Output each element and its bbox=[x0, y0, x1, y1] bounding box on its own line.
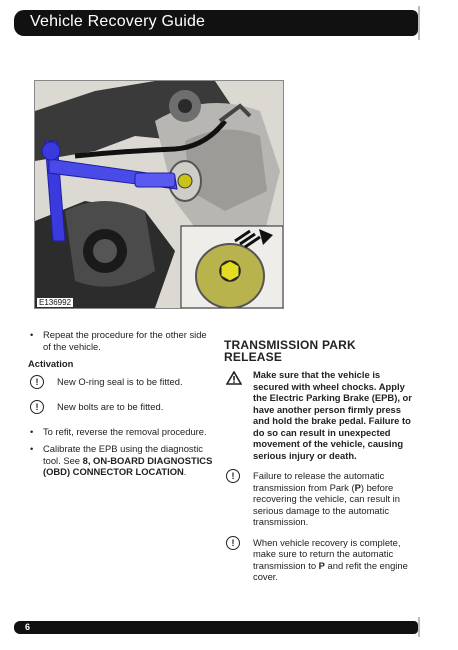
bullet-text: Calibrate the EPB using the diagnostic tool. See bbox=[43, 443, 203, 466]
exclamation-circle-icon: ! bbox=[226, 469, 240, 483]
exclamation-circle-icon: ! bbox=[226, 536, 240, 550]
activation-heading: Activation bbox=[28, 358, 74, 369]
caution-return-park bbox=[224, 537, 414, 583]
notice-bolts bbox=[28, 401, 216, 417]
caution-text: When vehicle recovery is complete, make sure to return the automatic transmission to bbox=[253, 536, 401, 571]
warning-text: Make sure that the vehicle is secured with wheel chocks. Apply the Electric Parking Brake (EPB), or have another person firmly press and hold the brake pedal. Failure to do so can result in unexpected movement of the vehicle, causing serious injury or death. bbox=[253, 369, 412, 461]
bullet-text: Repeat the procedure for the other side of the vehicle. bbox=[43, 329, 207, 352]
left-column bbox=[28, 329, 216, 484]
bullet-text-end: . bbox=[183, 466, 187, 477]
brake-caliper-drawing bbox=[35, 81, 283, 308]
exclamation-circle-icon: ! bbox=[30, 375, 44, 389]
park-symbol: P bbox=[354, 481, 361, 493]
section-title: TRANSMISSION PARK RELEASE bbox=[224, 338, 356, 364]
bullet-refit bbox=[28, 426, 216, 438]
page-number: 6 bbox=[25, 622, 31, 632]
caution-text-end: and refit the engine cover. bbox=[253, 559, 408, 582]
park-symbol: P bbox=[318, 559, 325, 571]
notice-oring bbox=[28, 376, 216, 392]
right-column bbox=[224, 340, 414, 592]
caution-text-end: ) before recovering the vehicle, can result in serious damage to the automatic transmission. bbox=[253, 481, 400, 527]
caution-park-release bbox=[224, 470, 414, 528]
warning-triangle-icon bbox=[226, 371, 242, 385]
figure-id-label: E136992 bbox=[39, 298, 72, 307]
exclamation-circle-icon: ! bbox=[30, 400, 44, 414]
caution-text: Failure to release the automatic transmission from Park ( bbox=[253, 470, 385, 493]
footer-edge-rule bbox=[418, 617, 420, 637]
bullet-repeat-procedure bbox=[28, 329, 216, 352]
notice-text: New bolts are to be fitted. bbox=[57, 400, 164, 412]
footer-bar bbox=[14, 621, 418, 634]
warning-block bbox=[224, 369, 414, 461]
page-title: Vehicle Recovery Guide bbox=[30, 13, 206, 30]
notice-text: New O-ring seal is to be fitted. bbox=[57, 375, 183, 387]
bullet-text: To refit, reverse the removal procedure. bbox=[43, 425, 207, 437]
brake-caliper-illustration bbox=[34, 80, 284, 309]
header-edge-rule bbox=[418, 6, 420, 40]
bullet-calibrate-epb bbox=[28, 443, 216, 478]
cross-reference-link[interactable]: 8, ON-BOARD DIAGNOSTICS (OBD) CONNECTOR LOCATION bbox=[43, 454, 213, 477]
